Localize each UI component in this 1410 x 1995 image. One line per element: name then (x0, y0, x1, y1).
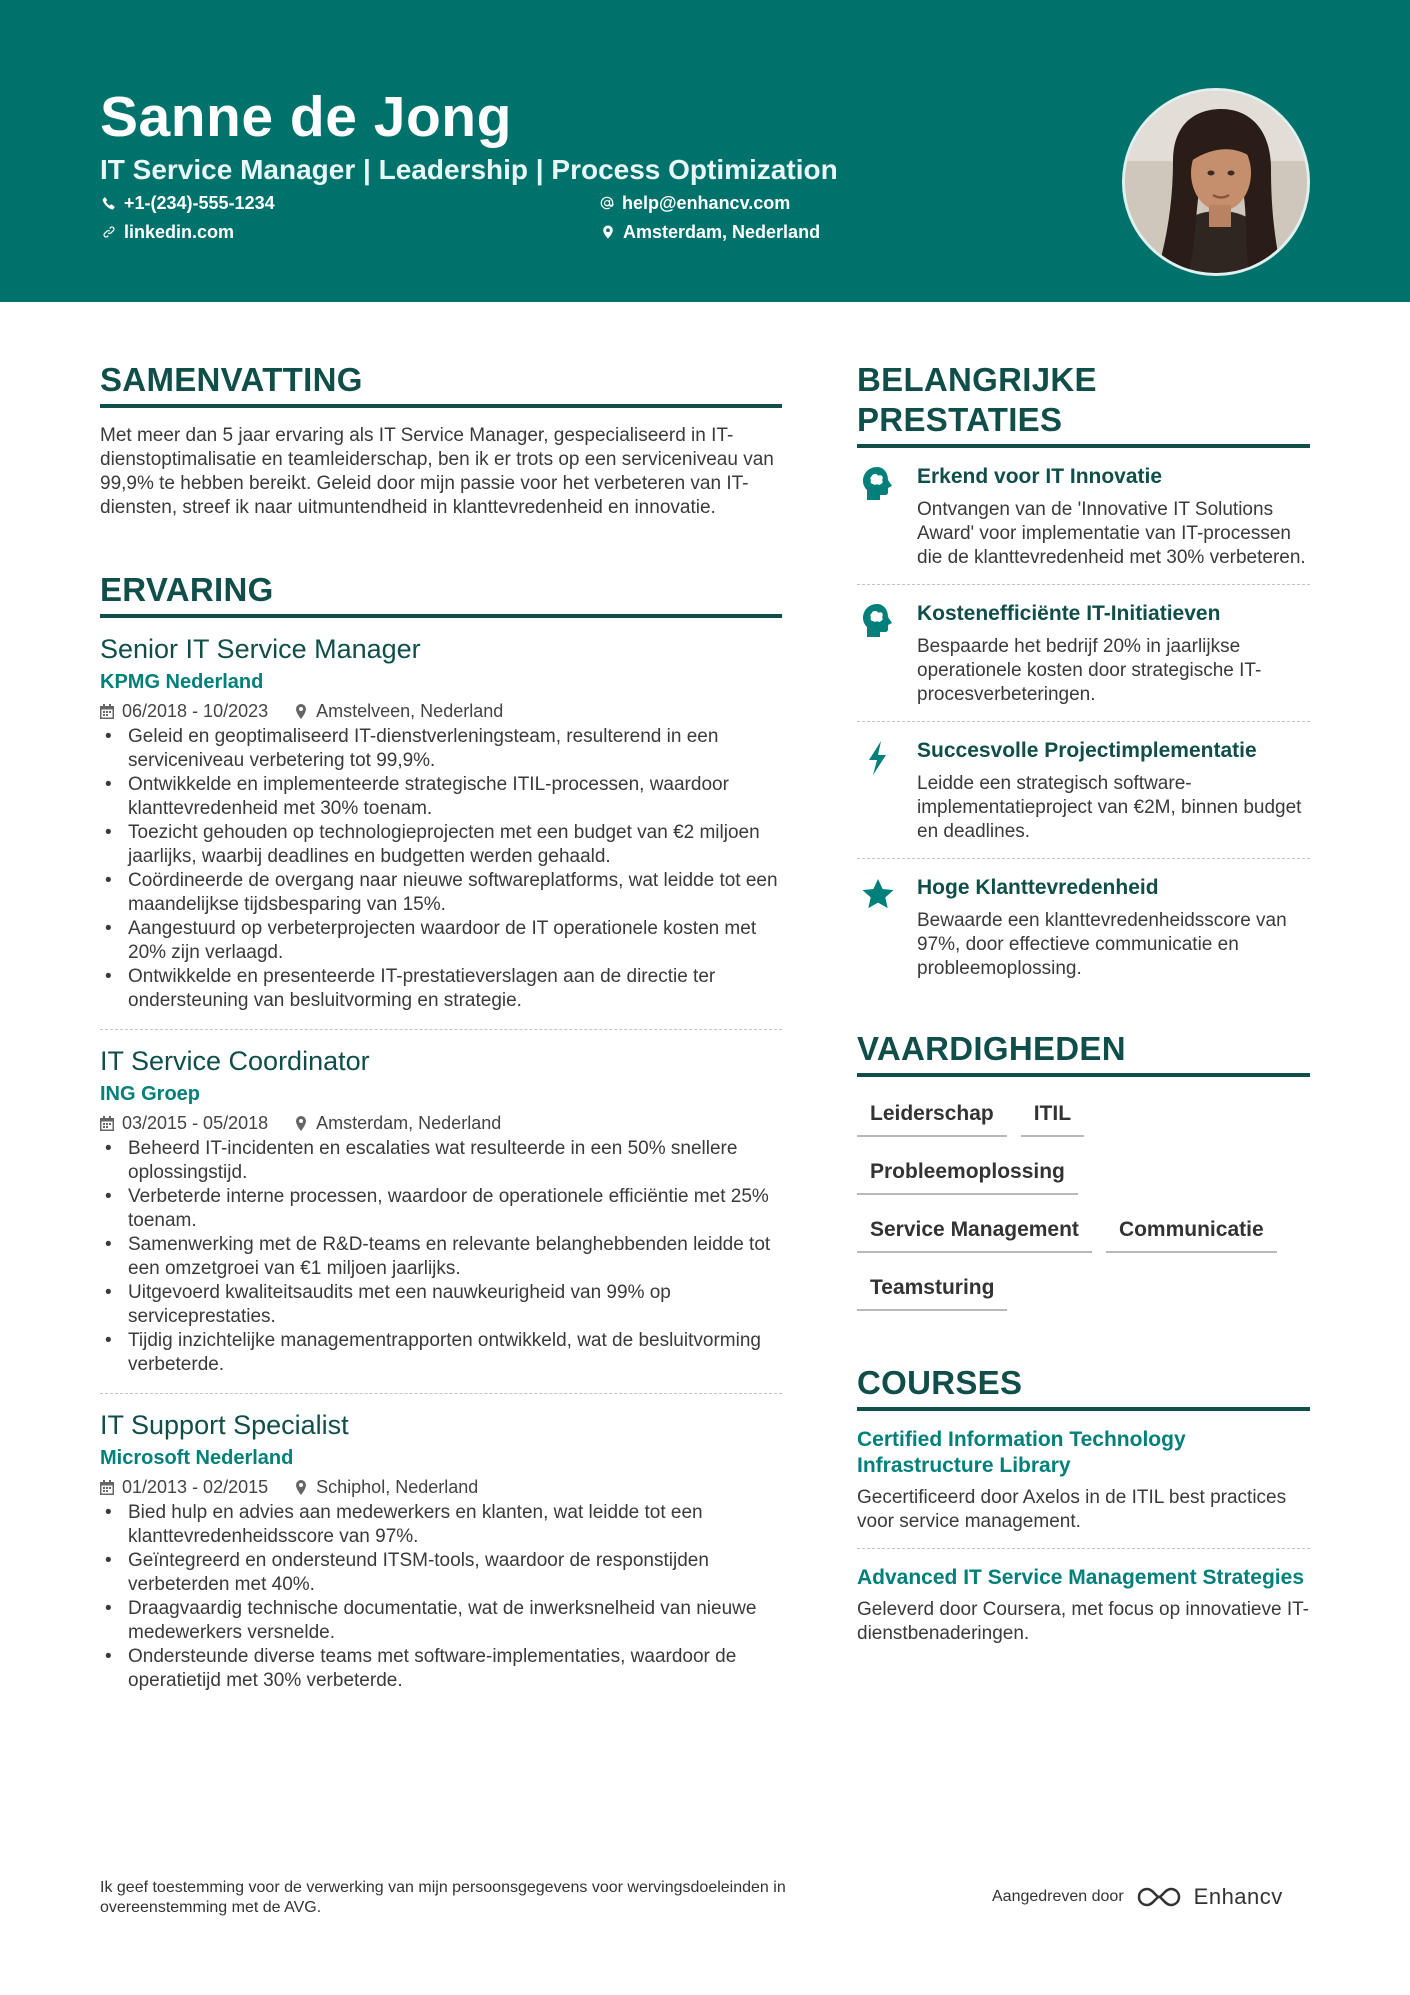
profile-photo-illustration (1125, 91, 1310, 276)
achievement-text: Bespaarde het bedrijf 20% in jaarlijkse operationele kosten door strategische IT-procesverbeteringen. (917, 636, 1262, 705)
skills-heading: VAARDIGHEDEN (857, 1029, 1310, 1077)
head-brain-icon-shape (861, 603, 895, 639)
job-location (294, 698, 503, 724)
achievement-text: Leidde een strategisch software-implementatieproject van €2M, binnen budget en deadlines. (917, 773, 1302, 842)
skills-list (857, 1093, 1310, 1311)
job-location-text: Amstelveen, Nederland (316, 701, 504, 721)
linkedin-contact[interactable] (102, 220, 234, 244)
job-bullet: • Beheerd IT-incidenten en escalaties wat resulteerde in een 50% snellere oplossingstijd. (100, 1137, 782, 1185)
achievement-item (857, 448, 1310, 585)
location-pin-icon (294, 1480, 308, 1495)
powered-by[interactable] (992, 1884, 1283, 1910)
achievements-heading: BELANGRIJKE PRESTATIES (857, 360, 1310, 448)
right-column (857, 360, 1310, 1660)
achievement-item (857, 722, 1310, 859)
course-title: Certified Information Technology Infrastructure Library (857, 1428, 1186, 1477)
job-location (294, 1474, 478, 1500)
course-item (857, 1549, 1310, 1660)
job-company: ING Groep (100, 1083, 201, 1105)
job-bullet: • Geleid en geoptimaliseerd IT-dienstverleningsteam, resulterend in een serviceniveau verbetering tot 99,9%. (100, 725, 782, 773)
experience-heading: ERVARING (100, 570, 782, 618)
star-icon-shape (861, 877, 895, 913)
achievement-title: Hoge Klanttevredenheid (917, 876, 1159, 899)
job-bullets (100, 1137, 782, 1377)
job-bullet: • Ontwikkelde en presenteerde IT-prestatieverslagen aan de directie ter ondersteuning van besluitvorming en strategie. (100, 965, 782, 1013)
at-icon (600, 196, 614, 210)
skill-tag: ITIL (1021, 1093, 1084, 1137)
job-bullet: • Draagvaardig technische documentatie, wat de inwerksnelheid van nieuwe medewerkers versnelde. (100, 1597, 782, 1645)
achievement-text: Bewaarde een klanttevredenheidsscore van 97%, door effectieve communicatie en probleemoplossing. (917, 910, 1287, 979)
job-dates (100, 698, 268, 724)
courses-heading: COURSES (857, 1363, 1310, 1411)
job-bullet: • Samenwerking met de R&D-teams en relevante belanghebbenden leidde tot een omzetgroei van €1 miljoen jaarlijks. (100, 1233, 782, 1281)
skill-tag: Teamsturing (857, 1267, 1007, 1311)
achievement-text: Ontvangen van de 'Innovative IT Solutions Award' voor implementatie van IT-processen die de klanttevredenheid met 30% verbeteren. (917, 499, 1306, 568)
job-bullet: • Aangestuurd op verbeterprojecten waardoor de IT operationele kosten met 20% zijn verlaagd. (100, 917, 782, 965)
job-bullet: • Tijdig inzichtelijke managementrapporten ontwikkeld, wat de besluitvorming verbeterde. (100, 1329, 782, 1377)
course-text: Gecertificeerd door Axelos in de ITIL best practices voor service management. (857, 1487, 1287, 1532)
consent-note: Ik geef toestemming voor de verwerking van mijn persoonsgegevens voor wervingsdoeleinden in overeenstemming met de AVG. (100, 1879, 786, 1916)
course-text: Geleverd door Coursera, met focus op innovatieve IT-dienstbenaderingen. (857, 1599, 1310, 1644)
star-icon (857, 875, 917, 981)
phone-contact[interactable] (102, 191, 275, 215)
summary-text: Met meer dan 5 jaar ervaring als IT Service Manager, gespecialiseerd in IT-dienstoptimalisatie en teamleiderschap, ben ik er trots op een serviceniveau van 99,9% te hebben bereikt. Geleid door mijn passie voor het verbeteren van IT-diensten, streef ik naar uitmuntendheid in klanttevredenheid en innovatie. (100, 425, 774, 518)
courses-section (857, 1363, 1310, 1660)
course-item (857, 1411, 1310, 1549)
phone-text: +1-(234)-555-1234 (124, 193, 275, 213)
head-brain-icon (857, 601, 917, 707)
job-bullet: • Ontwikkelde en implementeerde strategische ITIL-processen, waardoor klanttevredenheid met 30% toenam. (100, 773, 782, 821)
job-entry (100, 1030, 782, 1394)
job-bullet: • Bied hulp en advies aan medewerkers en klanten, wat leidde tot een klanttevredenheidsscore van 97%. (100, 1501, 782, 1549)
lightning-icon-shape (861, 740, 895, 776)
job-location-text: Schiphol, Nederland (316, 1477, 479, 1497)
candidate-headline: IT Service Manager | Leadership | Process Optimization (100, 154, 838, 185)
candidate-name: Sanne de Jong (100, 85, 512, 149)
job-location (294, 1110, 501, 1136)
skills-section (857, 1029, 1310, 1311)
skill-tag: Probleemoplossing (857, 1151, 1078, 1195)
job-entry (100, 1394, 782, 1709)
job-bullet: • Toezicht gehouden op technologieprojecten met een budget van €2 miljoen jaarlijks, waarbij deadlines en budgetten werden gehaald. (100, 821, 782, 869)
calendar-icon (100, 704, 114, 719)
achievement-item (857, 859, 1310, 995)
achievement-body (917, 464, 1310, 570)
skill-tag: Leiderschap (857, 1093, 1007, 1137)
skill-tag: Service Management (857, 1209, 1092, 1253)
job-dates-text: 03/2015 - 05/2018 (122, 1113, 269, 1133)
summary-heading: SAMENVATTING (100, 360, 782, 408)
job-dates (100, 1110, 268, 1136)
job-title: IT Support Specialist (100, 1410, 349, 1440)
powered-by-text: Aangedreven door (992, 1888, 1124, 1905)
location-text: Amsterdam, Nederland (623, 222, 821, 242)
job-meta (100, 698, 782, 724)
linkedin-text: linkedin.com (124, 222, 235, 242)
profile-photo (1122, 88, 1310, 276)
location-pin-icon (294, 1116, 308, 1131)
job-bullet: • Ondersteunde diverse teams met software-implementaties, waardoor de operatietijd met 30% verbeterde. (100, 1645, 782, 1693)
job-title: Senior IT Service Manager (100, 634, 421, 664)
job-company: Microsoft Nederland (100, 1447, 294, 1469)
left-column (100, 360, 782, 1709)
achievements-section (857, 360, 1310, 995)
achievement-title: Erkend voor IT Innovatie (917, 465, 1163, 488)
job-dates-text: 01/2013 - 02/2015 (122, 1477, 269, 1497)
skill-tag: Communicatie (1106, 1209, 1277, 1253)
email-text: help@enhancv.com (622, 193, 791, 213)
job-company: KPMG Nederland (100, 671, 264, 693)
location-contact (601, 220, 820, 244)
job-dates-text: 06/2018 - 10/2023 (122, 701, 269, 721)
location-pin-icon (294, 704, 308, 719)
summary-section (100, 360, 782, 520)
enhancv-brand: Enhancv (1193, 1884, 1283, 1909)
enhancv-logo-icon (1136, 1885, 1182, 1909)
course-title: Advanced IT Service Management Strategies (857, 1566, 1304, 1589)
achievement-body (917, 601, 1310, 707)
head-brain-icon-shape (861, 466, 895, 502)
resume-header (0, 0, 1410, 302)
location-pin-icon (601, 225, 615, 239)
lightning-icon (857, 738, 917, 844)
achievement-item (857, 585, 1310, 722)
achievement-body (917, 738, 1310, 844)
job-meta (100, 1474, 782, 1500)
job-dates (100, 1474, 268, 1500)
experience-section (100, 570, 782, 1709)
calendar-icon (100, 1480, 114, 1495)
job-bullet: • Geïntegreerd en ondersteund ITSM-tools, waardoor de responstijden verbeterden met 40%. (100, 1549, 782, 1597)
job-bullets (100, 1501, 782, 1693)
achievement-title: Succesvolle Projectimplementatie (917, 739, 1257, 762)
achievement-body (917, 875, 1310, 981)
job-title: IT Service Coordinator (100, 1046, 370, 1076)
job-location-text: Amsterdam, Nederland (316, 1113, 502, 1133)
email-contact[interactable] (600, 191, 790, 215)
job-meta (100, 1110, 782, 1136)
link-icon (102, 225, 116, 239)
head-brain-icon (857, 464, 917, 570)
calendar-icon (100, 1116, 114, 1131)
job-entry (100, 618, 782, 1030)
job-bullets (100, 725, 782, 1013)
job-bullet: • Uitgevoerd kwaliteitsaudits met een nauwkeurigheid van 99% op serviceprestaties. (100, 1281, 782, 1329)
achievement-title: Kostenefficiënte IT-Initiatieven (917, 602, 1221, 625)
job-bullet: • Coördineerde de overgang naar nieuwe softwareplatforms, wat leidde tot een maandelijkse tijdsbesparing van 15%. (100, 869, 782, 917)
phone-icon (102, 196, 116, 210)
job-bullet: • Verbeterde interne processen, waardoor de operationele efficiëntie met 25% toenam. (100, 1185, 782, 1233)
